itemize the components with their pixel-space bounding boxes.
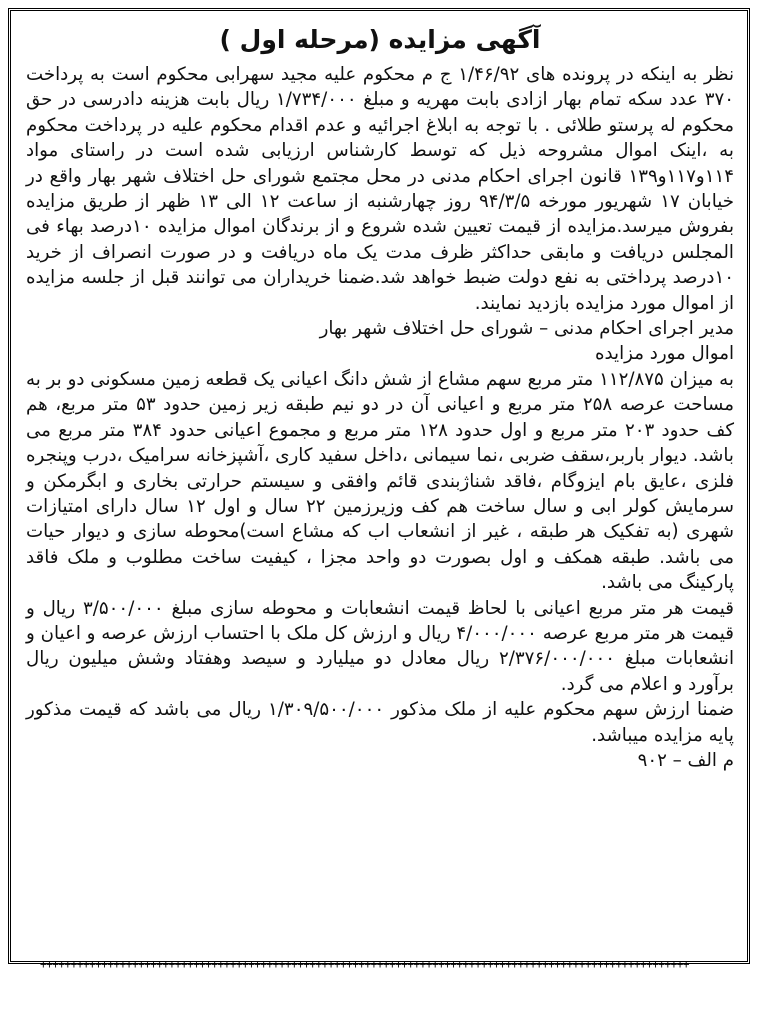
- notice-title: آگهی مزایده (مرحله اول ): [219, 25, 541, 54]
- footer-divider: ++++++++++++++++++++++++++++++++++++++++++++++++++++++++++++++++++++++++++++++++++++++++++++++++++++++++++: [40, 958, 689, 971]
- property-description: به میزان ۱۱۲/۸۷۵ متر مربع سهم مشاع از شش دانگ اعیانی یک قطعه زمین مسکونی دو بر به مساحت عرصه ۲۵۸ متر مربع و اعیانی آن در دو نیم طبقه زیر زمین حدود ۵۳ متر مربع، هم کف حدود ۲۰۳ متر مربع و اول حدود ۱۲۸ متر مربع و مجموع اعیانی حدود ۳۸۴ متر مربع می باشد. دیوار باربر،سقف ضربی ،نما سیمانی ،داخل سفید کاری ،آشپزخانه سرامیک ،درب وپنجره فلزی ،عایق بام ایزوگام ،فاقد شناژبندی قائم وافقی و سیستم حرارتی بخاری و ابگرمکن و سرمایش کولر ابی و سال ساخت هم کف وزیرزمین ۲۲ سال و اول ۱۲ سال دارای امتیازات شهری (به تفکیک هر طبقه ، غیر از انشعاب اب که مشاع است)محوطه سازی و دیوار حیات می باشد. طبقه همکف و اول بصورت دو واحد مجزا ، کیفیت ساخت مطلوب و ملک فاقد پارکینگ می باشد.: [26, 368, 734, 594]
- share-value-text: ضمنا ارزش سهم محکوم علیه از ملک مذکور ۱/۳۰۹/۵۰۰/۰۰۰ ریال می باشد که قیمت مذکور پایه مزایده میباشد.: [26, 699, 734, 746]
- auction-notice: [26, 22, 734, 773]
- notice-code: م الف – ۹۰۲: [637, 749, 734, 771]
- section-heading: اموال مورد مزایده: [594, 343, 734, 365]
- notice-body: نظر به اینکه در پرونده های ۱/۴۶/۹۲ ج م محکوم علیه مجید سهرابی محکوم است به پرداخت ۳۷۰ عدد سکه تمام بهار ازادی بابت مهریه و مبلغ ۱/۷۳۴/۰۰۰ ریال بابت هزینه دادرسی در حق محکوم له پرستو طلائی . با توجه به ابلاغ اجرائیه و عدم اقدام محکوم علیه در پرداخت محکوم به ،اینک اموال مشروحه ذیل که توسط کارشناس ارزیابی شده است در راستای مواد ۱۱۴و۱۱۷و۱۳۹ قانون اجرای احکام مدنی در محل مجتمع شورای حل اختلاف شهر بهار واقع در خیابان ۱۷ شهریور مورخه ۹۴/۳/۵ روز چهارشنبه از ساعت ۱۲ الی ۱۳ ظهر از طریق مزایده بفروش میرسد.مزایده از قیمت تعیین شده شروع و از برندگان اموال مزایده ۱۰درصد بهاء فی المجلس دریافت و مابقی حداکثر ظرف مدت یک ماه دریافت و در صورت انصراف از خرید ۱۰درصد پرداختی به نفع دولت ضبط خواهد شد.ضمنا خریداران می توانند قبل از جلسه مزایده از اموال مورد مزایده بازدید نمایند.: [26, 64, 735, 314]
- valuation-text: قیمت هر متر مربع اعیانی با لحاظ قیمت انشعابات و محوطه سازی مبلغ ۳/۵۰۰/۰۰۰ ریال و قیمت هر متر مربع عرصه ۴/۰۰۰/۰۰۰ ریال و ارزش کل ملک با احتساب ارزش عرصه و اعیان و انشعابات مبلغ ۲/۳۷۶/۰۰۰/۰۰۰ ریال معادل دو میلیارد و سیصد وهفتاد وشش میلیون ریال برآورد و اعلام می گرد.: [26, 597, 734, 695]
- notice-signature: مدیر اجرای احکام مدنی – شورای حل اختلاف شهر بهار: [319, 318, 734, 340]
